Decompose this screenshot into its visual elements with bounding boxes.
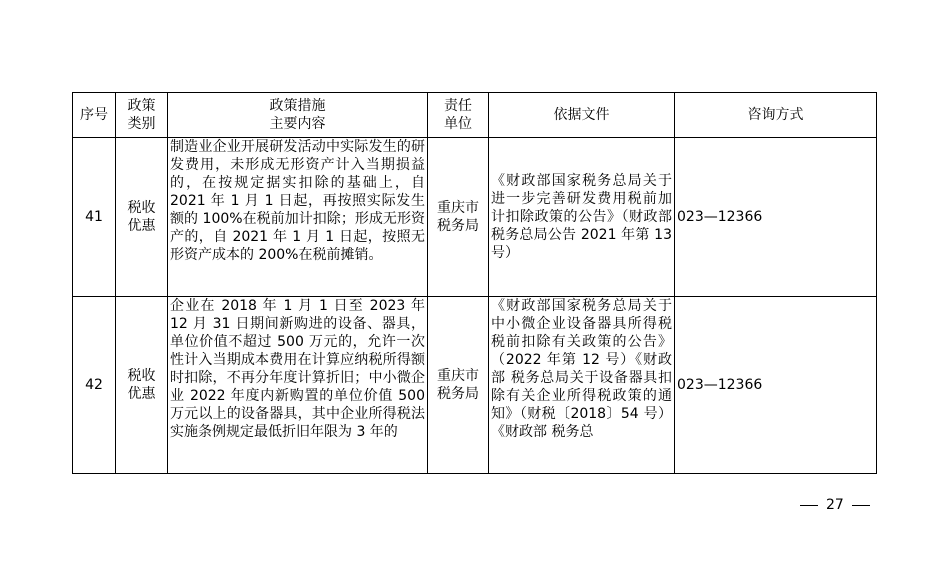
cell-basis: 《财政部国家税务总局关于进一步完善研发费用税前加计扣除政策的公告》（财政部 税务总局公告 2021 年第 13 号） <box>489 138 675 297</box>
policy-table <box>72 92 877 474</box>
header-category <box>116 93 168 138</box>
table-row <box>73 138 877 297</box>
cell-category-text: 税收 优惠 <box>127 368 156 402</box>
header-seq: 序号 <box>73 93 116 138</box>
header-category-label: 政策 类别 <box>127 98 156 132</box>
header-unit-label: 责任 单位 <box>444 98 472 132</box>
cell-contact: 023—12366 <box>675 297 877 474</box>
cell-unit <box>428 297 489 474</box>
header-unit <box>428 93 489 138</box>
cell-unit-text: 重庆市 税务局 <box>437 368 479 402</box>
page-number-value: 27 <box>826 497 844 513</box>
cell-measures <box>168 297 428 474</box>
cell-category <box>116 297 168 474</box>
page-number <box>800 497 870 513</box>
cell-seq: 41 <box>73 138 116 297</box>
header-measures <box>168 93 428 138</box>
cell-basis <box>489 297 675 474</box>
cell-category-text: 税收 优惠 <box>127 200 156 234</box>
cell-unit-text: 重庆市 税务局 <box>437 200 479 234</box>
table-row <box>73 297 877 474</box>
header-basis: 依据文件 <box>489 93 675 138</box>
page-number-dash-left <box>800 505 818 506</box>
header-contact: 咨询方式 <box>675 93 877 138</box>
cell-unit <box>428 138 489 297</box>
cell-contact: 023—12366 <box>675 138 877 297</box>
cell-measures: 制造业企业开展研发活动中实际发生的研发费用，未形成无形资产计入当期损益的，在按规定据实扣除的基础上，自 2021 年 1 月 1 日起，再按照实际发生额的 100%在税前加计扣除；形成无形资产的，自 2021 年 1 月 1 日起，按照无形资产成本的 200%在税前摊销。 <box>168 138 428 297</box>
cell-measures-text: 企业在 2018 年 1 月 1 日至 2023 年 12 月 31 日期间新购进的设备、器具，单位价值不超过 500 万元的，允许一次性计入当期成本费用在计算应纳税所得额时扣除，不再分年度计算折旧；中小微企业 2022 年度内新购置的单位价值 500 万元以上的设备器具，其中企业所得税法实施条例规定最低折旧年限为 3 年的 <box>170 298 425 440</box>
page-number-dash-right <box>852 505 870 506</box>
cell-basis-text: 《财政部国家税务总局关于中小微企业设备器具所得税税前扣除有关政策的公告》（2022 年第 12 号）《财政部 税务总局关于设备器具扣除有关企业所得税政策的通知》（财税〔2018〕54 号）《财政部 税务总 <box>491 298 672 440</box>
header-measures-label: 政策措施 主要内容 <box>269 98 326 132</box>
table-header-row <box>73 93 877 138</box>
cell-seq: 42 <box>73 297 116 474</box>
cell-category <box>116 138 168 297</box>
